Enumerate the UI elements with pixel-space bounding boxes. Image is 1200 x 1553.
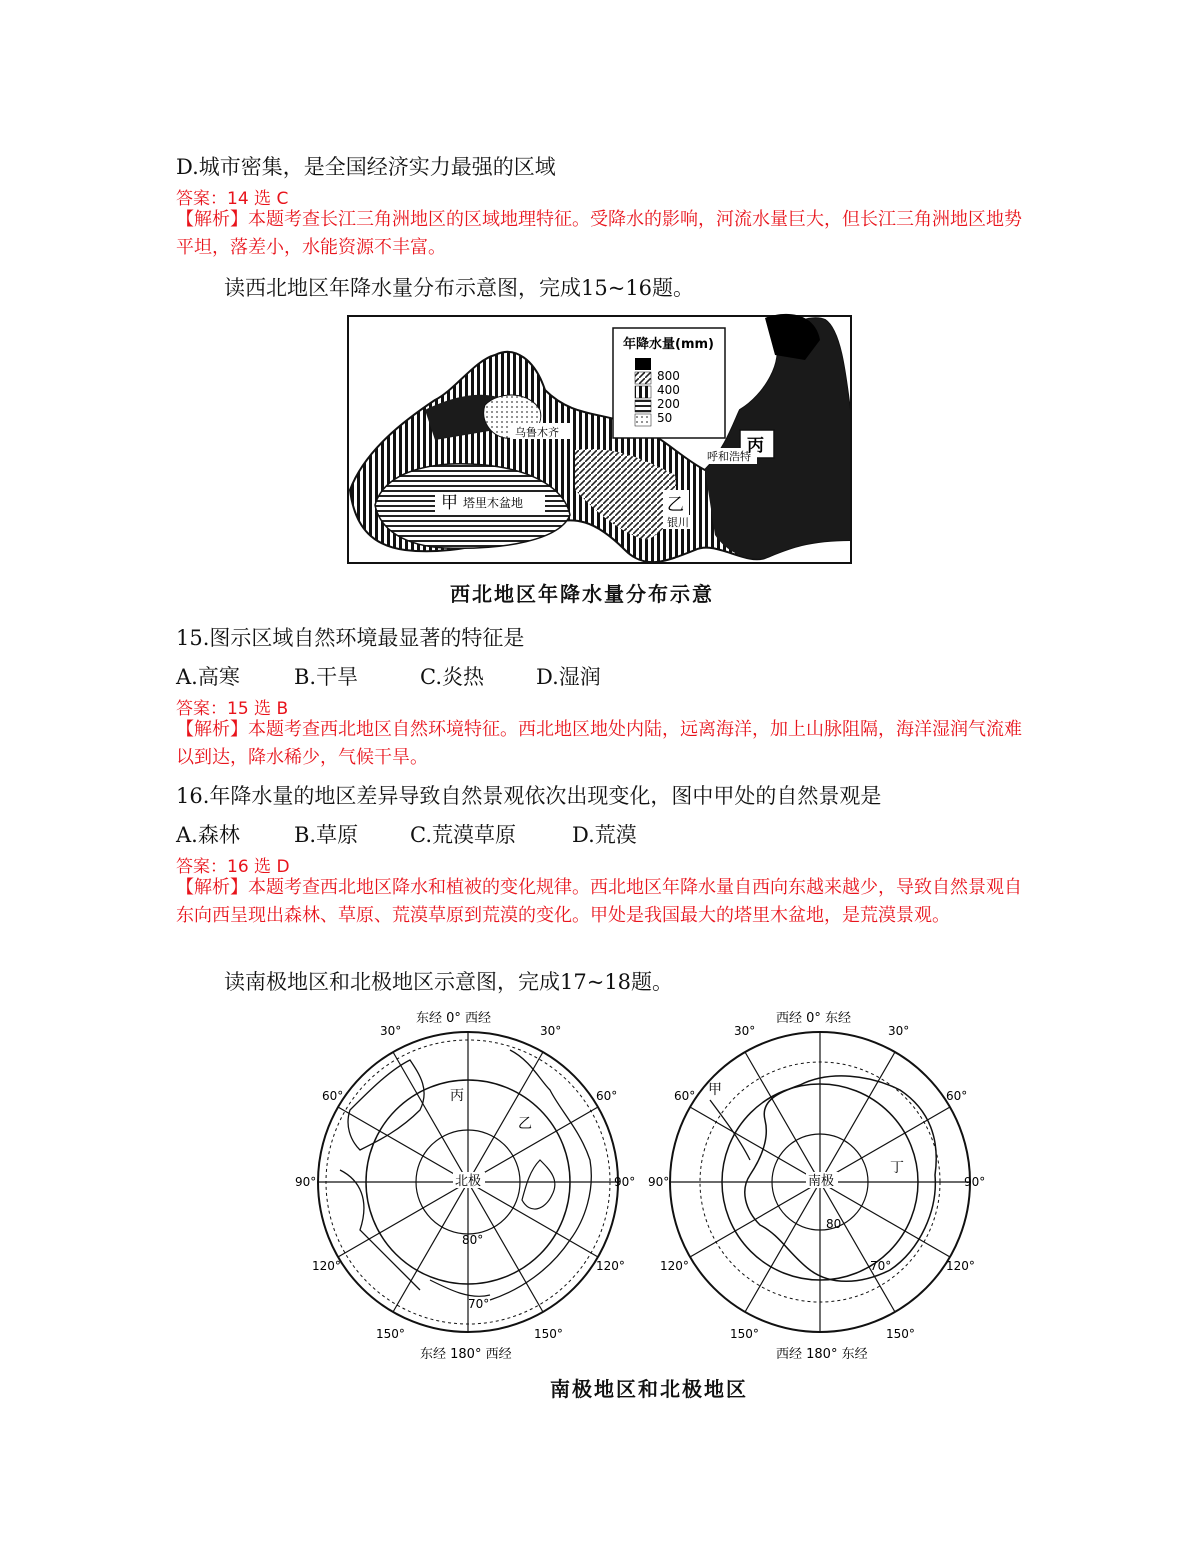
q15-answer: 答案：15 选 B xyxy=(176,699,289,719)
north-deg-30-right: 30° xyxy=(540,1024,562,1038)
south-deg-90-right: 90° xyxy=(964,1175,986,1189)
south-deg-150-right: 150° xyxy=(886,1327,915,1341)
q15-explanation: 【解析】本题考查西北地区自然环境特征。西北地区地处内陆，远离海洋，加上山脉阻隔，海洋湿润气流难以到达，降水稀少，气候干旱。 xyxy=(176,719,1022,768)
north-lat-80: 80° xyxy=(462,1233,484,1247)
legend-200: 200 xyxy=(657,397,680,411)
north-deg-150-left: 150° xyxy=(376,1327,405,1341)
legend-title: 年降水量(mm) xyxy=(623,337,714,352)
q16-stem: 16.年降水量的地区差异导致自然景观依次出现变化，图中甲处的自然景观是 xyxy=(176,784,882,808)
q14-explanation: 【解析】本题考查长江三角洲地区的区域地理特征。受降水的影响，河流水量巨大，但长江三角洲地区地势平坦，落差小，水能资源不丰富。 xyxy=(176,209,1022,258)
north-deg-60-right: 60° xyxy=(596,1089,618,1103)
north-deg-30-left: 30° xyxy=(380,1024,402,1038)
south-center-label: 南极 xyxy=(808,1174,835,1189)
north-deg-150-right: 150° xyxy=(534,1327,563,1341)
q15-option-b: B.干旱 xyxy=(294,665,359,689)
north-deg-90-left: 90° xyxy=(295,1175,317,1189)
map1-caption: 西北地区年降水量分布示意 xyxy=(450,582,714,606)
map2-caption: 南极地区和北极地区 xyxy=(550,1377,748,1401)
north-deg-60-left: 60° xyxy=(322,1089,344,1103)
q16-option-c: C.荒漠草原 xyxy=(410,823,516,847)
south-deg-60-left: 60° xyxy=(674,1089,696,1103)
q15-stem: 15.图示区域自然环境最显著的特征是 xyxy=(176,626,525,650)
label-tarim: 塔里木盆地 xyxy=(463,496,524,510)
label-urumqi: 乌鲁木齐 xyxy=(515,426,559,439)
south-place-jia: 甲 xyxy=(708,1082,722,1098)
south-deg-30-right: 30° xyxy=(888,1024,910,1038)
label-bing: 丙 xyxy=(747,436,764,456)
north-lat-70: 70° xyxy=(468,1297,490,1311)
legend-50: 50 xyxy=(657,411,673,425)
north-center-label: 北极 xyxy=(455,1174,482,1189)
north-deg-90-right: 90° xyxy=(614,1175,636,1189)
south-lat-80: 80 xyxy=(826,1217,842,1231)
north-pole-map xyxy=(295,1011,635,1362)
q16-option-a: A.森林 xyxy=(176,823,240,847)
q16-option-d: D.荒漠 xyxy=(572,823,637,847)
north-deg-120-left: 120° xyxy=(312,1259,341,1273)
intro-15-16: 读西北地区年降水量分布示意图，完成15~16题。 xyxy=(224,276,695,300)
northwest-precipitation-map xyxy=(345,300,865,572)
q16-options xyxy=(176,819,1036,849)
q15-option-a: A.高寒 xyxy=(176,665,240,689)
label-yi: 乙 xyxy=(667,495,684,515)
label-jia: 甲 xyxy=(441,493,458,513)
south-deg-120-right: 120° xyxy=(946,1259,975,1273)
south-top-label: 西经 0° 东经 xyxy=(776,1011,852,1026)
north-deg-120-right: 120° xyxy=(596,1259,625,1273)
intro-17-18: 读南极地区和北极地区示意图，完成17~18题。 xyxy=(224,970,674,994)
q16-option-b: B.草原 xyxy=(294,823,359,847)
q15-option-c: C.炎热 xyxy=(420,665,484,689)
south-place-ding: 丁 xyxy=(890,1160,904,1176)
north-place-bing: 丙 xyxy=(450,1088,464,1104)
q16-explanation: 【解析】本题考查西北地区降水和植被的变化规律。西北地区年降水量自西向东越来越少，导致自然景观自东向西呈现出森林、草原、荒漠草原到荒漠的变化。甲处是我国最大的塔里木盆地，是荒漠景观。 xyxy=(176,877,1022,926)
polar-maps xyxy=(290,1000,1000,1365)
south-bottom-label: 西经 180° 东经 xyxy=(776,1347,868,1362)
north-place-yi: 乙 xyxy=(518,1116,532,1132)
legend-800: 800 xyxy=(657,369,680,383)
q16-answer: 答案：16 选 D xyxy=(176,857,290,877)
south-deg-90-left: 90° xyxy=(648,1175,670,1189)
label-hohhot: 呼和浩特 xyxy=(707,450,751,463)
legend-400: 400 xyxy=(657,383,680,397)
q14-answer: 答案：14 选 C xyxy=(176,189,289,209)
q15-options xyxy=(176,661,1036,691)
south-lat-70: 70° xyxy=(870,1259,892,1273)
south-deg-60-right: 60° xyxy=(946,1089,968,1103)
label-yinchuan: 银川 xyxy=(667,516,689,529)
south-deg-150-left: 150° xyxy=(730,1327,759,1341)
q15-option-d: D.湿润 xyxy=(536,665,601,689)
south-pole-map xyxy=(648,1011,985,1362)
north-top-label: 东经 0° 西经 xyxy=(416,1011,492,1026)
q14-option-d: D.城市密集，是全国经济实力最强的区域 xyxy=(176,155,556,179)
north-bottom-label: 东经 180° 西经 xyxy=(420,1347,512,1362)
south-deg-120-left: 120° xyxy=(660,1259,689,1273)
south-deg-30-left: 30° xyxy=(734,1024,756,1038)
